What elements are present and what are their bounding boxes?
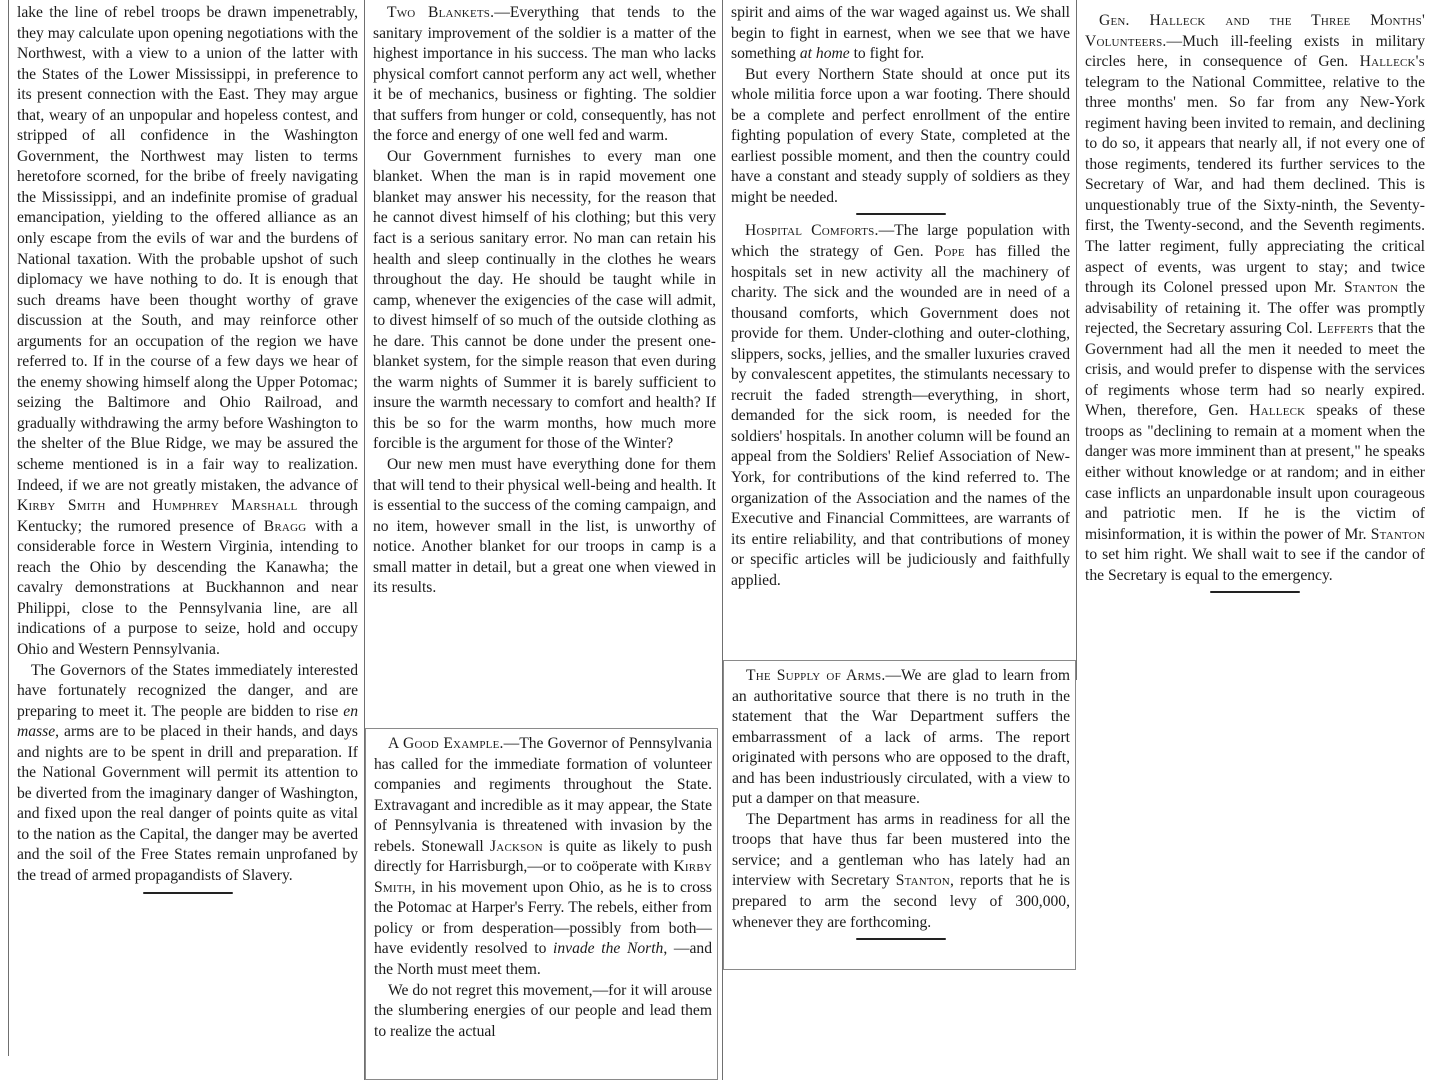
name-halleck: Halleck (1249, 402, 1306, 420)
column-3 (723, 0, 1076, 655)
paragraph (732, 810, 1070, 933)
article-heading: Hospital Comforts. (745, 222, 879, 240)
text: —Everything that tends to the sanitary improvement of the soldier is a matter of the highest importance in his success. The man who lacks physical comfort cannot perform any act well, whether it be of mechanics, business or fighting. The soldier that suffers from hunger or cold, consequently, has not the force and energy of one well fed and warm. (373, 4, 716, 145)
text: , arms are to be placed in their hands, and days and nights are to be spent in drill and preparation. If the National Government will permit its attention to be diverted from the imaginary danger of Washington, and fixed upon the real danger of points quite as vital to the nation as the Capital, the danger may be averted and the soil of the Free States remain unprofaned by the tread of armed propagandists of Slavery. (17, 723, 358, 884)
text: telegram to the National Committee, relative to the three months' men. So far from any New-York regiment having been invited to remain, and declining to do so, it appears that nearly all, if not every one of those regiments, tendered its further services to the Secretary of War, and had them declined. This is unquestionably true of the Sixty-ninth, the Seventy-first, the Twenty-second, and the Seventh regiments. The latter regiment, fully appreciating the critical aspect of events, was urgent to stay; and twice through its Colonel pressed upon Mr. (1085, 73, 1425, 297)
name-kirby-smith: Kirby Smith (17, 497, 106, 515)
paragraph (731, 3, 1070, 65)
text: —The Governor of Pennsylvania has called for the immediate formation of volunteer companies and regiments throughout the State. Extravagant and incredible as it may appear, the State of Pennsylvania is threatened with invasion by the rebels. Stonewall (374, 735, 712, 855)
name-pope: Pope (934, 243, 965, 261)
text: —Much ill-feeling exists in military circles here, in consequence of Gen. (1085, 32, 1425, 71)
column-3-lower (724, 663, 1076, 968)
text: through Kentucky; the rumored presence of (17, 497, 359, 535)
name-stanton: Stanton (1344, 279, 1399, 297)
column-2 (365, 0, 722, 725)
article-heading: The Supply of Arms. (746, 667, 886, 684)
text: has filled the hospitals set in new activity all the machinery of charity. The sick and the wounded are in need of a thousand comforts, which Government does not provide for them. Under-clothing and outer-clothing, slippers, socks, jellies, and the smaller luxuries craved by convalescent appetites, the stimulants necessary to recruit the faded strength—everything, in short, demanded for the sick room, is needed for the soldiers' hospitals. In another column will be found an appeal from the Soldiers' Relief Association of New-York, for contributions of the kind referred to. The organization of the Association and the names of the Executive and Financial Committees, are warrants of its entire reliability, and that contributions of money or specific articles will be judiciously and faithfully applied. (731, 243, 1070, 589)
text: with a considerable force in Western Virginia, intending to reach the Ohio by descending the Kanawha; the cavalry demonstrations at Buckhannon and near Philippi, close to the Pennsylvania line, are all indications of a purpose to seize, hold and occupy Ohio and Western Pennsylvania. (17, 517, 358, 658)
name-halleck: Halleck's (1359, 53, 1425, 71)
text: —The large population with which the strategy of Gen. (731, 222, 1071, 261)
name-kirby-smith: Kirby Smith (374, 858, 712, 896)
name-stanton: Stanton (895, 872, 950, 890)
text: , —and the North must meet them. (374, 940, 713, 979)
article-supply-of-arms (732, 666, 1070, 810)
name-humphrey-marshall: Humphrey Marshall (152, 497, 298, 515)
article-heading: A Good Example. (388, 735, 504, 752)
name-lefferts: Lefferts (1317, 320, 1374, 338)
paragraph: Our new men must have everything done for them that will tend to their physical well-being and health. It is essential to the success of the coming campaign, and no item, however small in the list, is unworthy of notice. Another blanket for our troops in camp is a small matter in detail, but a great one when viewed in its results. (373, 456, 716, 597)
article-hospital-comforts (731, 221, 1070, 591)
article-two-blankets (373, 3, 716, 147)
article-halleck-three-months (1085, 11, 1425, 586)
column-2-lower (366, 731, 718, 1080)
article-good-example (374, 734, 712, 981)
paragraph: We do not regret this movement,—for it will arouse the slumbering energies of our people and lead them to realize the actual (374, 981, 712, 1040)
text: speaks of these troops as "declining to remain at a moment when the danger was more imminent than at present," he speaks either without knowledge or at random; and in either case inflicts an unpardonable insult upon courageous and patriotic men. If he is the victim of misinformation, it is within the power of Mr. (1085, 402, 1425, 543)
text: to fight for. (849, 45, 925, 63)
text: The Department has arms in readiness for all the troops that have thus far been mustered into the service; and a gentleman who has lately had an interview with Secretary (732, 810, 1070, 890)
italic-text: en masse (17, 702, 358, 741)
text: is quite as likely to push directly for Harrisburgh,—or to coöperate with (374, 837, 712, 876)
text: , in his movement upon Ohio, as he is to cross the Potomac at Harper's Ferry. The rebels, either from policy or from desperation—possibly from both—have evidently resolved to (374, 878, 712, 958)
text: —We are glad to learn from an authoritative source that there is no truth in the statement that the War Department suffers the embarrassment of a lack of arms. The report originated with persons who are opposed to the draft, and has been industriously circulated, with a view to put a damper on that measure. (732, 667, 1070, 808)
article-divider (856, 938, 946, 940)
paragraph (17, 661, 358, 887)
article-heading: Gen. Halleck and the Three Months' Volunteers. (1085, 12, 1425, 50)
text: The Governors of the States immediately interested have fortunately recognized the danger, and are preparing to meet it. The people are bidden to rise (17, 661, 358, 720)
text: the advisability of retaining it. The offer was promptly rejected, the Secretary assuring Col. (1085, 279, 1426, 338)
paragraph: Our Government furnishes to every man one blanket. When the man is in rapid movement one blanket may answer his necessity, for the reason that he cannot divest himself of his clothing; but this very fact is a serious sanitary error. No man can retain his health and sleep continually in the clothes he wears throughout the day. He should be taught while in camp, whenever the exigencies of the case will admit, to divest himself of so much of the outside clothing as he dare. This cannot be done under the present one-blanket system, for the simple reason that even during the warm nights of Summer it is barely sufficient to insure the warmth necessary to comfort and health? If this be so for the warm months, how much more forcible is the argument for those of the Winter? (373, 147, 716, 453)
name-jackson: Jackson (490, 837, 543, 855)
column-1 (9, 0, 364, 1060)
paragraph (17, 3, 358, 661)
column-4 (1077, 8, 1431, 683)
text: to set him right. We shall wait to see if the candor of the Secretary is equal to the emergency. (1085, 546, 1425, 584)
text: , reports that he is prepared to arm the second levy of 300,000, whenever they are forthcoming. (732, 872, 1070, 931)
name-bragg: Bragg (263, 517, 307, 535)
text: spirit and aims of the war waged against us. We shall begin to fight in earnest, when we see that we have something (731, 4, 1070, 63)
article-heading: Two Blankets. (387, 4, 495, 21)
article-divider (1210, 591, 1300, 593)
italic-text: invade the North (553, 940, 664, 958)
text: and (105, 497, 153, 515)
text: that the Government had all the men it needed to meet the crisis, and would prefer to dispense with the services of regiments whose term had so nearly expired. When, therefore, Gen. (1085, 320, 1426, 420)
paragraph: But every Northern State should at once put its whole militia force upon a war footing. There should be a complete and perfect enrollment of the entire fighting population of every State, completed at the earliest possible moment, and then the country could have a constant and steady supply of soldiers as they might be needed. (731, 65, 1070, 206)
article-divider (143, 892, 233, 894)
italic-text: at home (799, 45, 850, 63)
text: lake the line of rebel troops be drawn impenetrably, they may calculate upon opening negotiations with the Northwest, with a view to a union of the latter with the States of the Lower Mississippi, in preference to its present connection with the East. They may argue that, weary of an unpopular and hopeless contest, and stripped of all confidence in the Washington Government, the Northwest may listen to terms heretofore scorned, for the bribe of freely navigating the Mississippi, and an indefinite promise of gradual emancipation, yielding to the offered alliance as an only escape from the evils of war and the burdens of National taxation. With the probable upshot of such diplomacy we have nothing to do. It is enough that such dreams have been thought worthy of grave discussion at the South, and may reinforce other arguments for an occupation of the region we have referred to. If in the course of a few days we hear of the enemy showing himself along the Upper Potomac; seizing the Baltimore and Ohio Railroad, and gradually withdrawing the army before Washington to the shelter of the Blue Ridge, we may be assured the scheme mentioned is in a fair way to realization. Indeed, if we are not greatly mistaken, the advance of (17, 4, 358, 494)
name-stanton: Stanton (1370, 525, 1425, 543)
article-divider (856, 213, 946, 215)
